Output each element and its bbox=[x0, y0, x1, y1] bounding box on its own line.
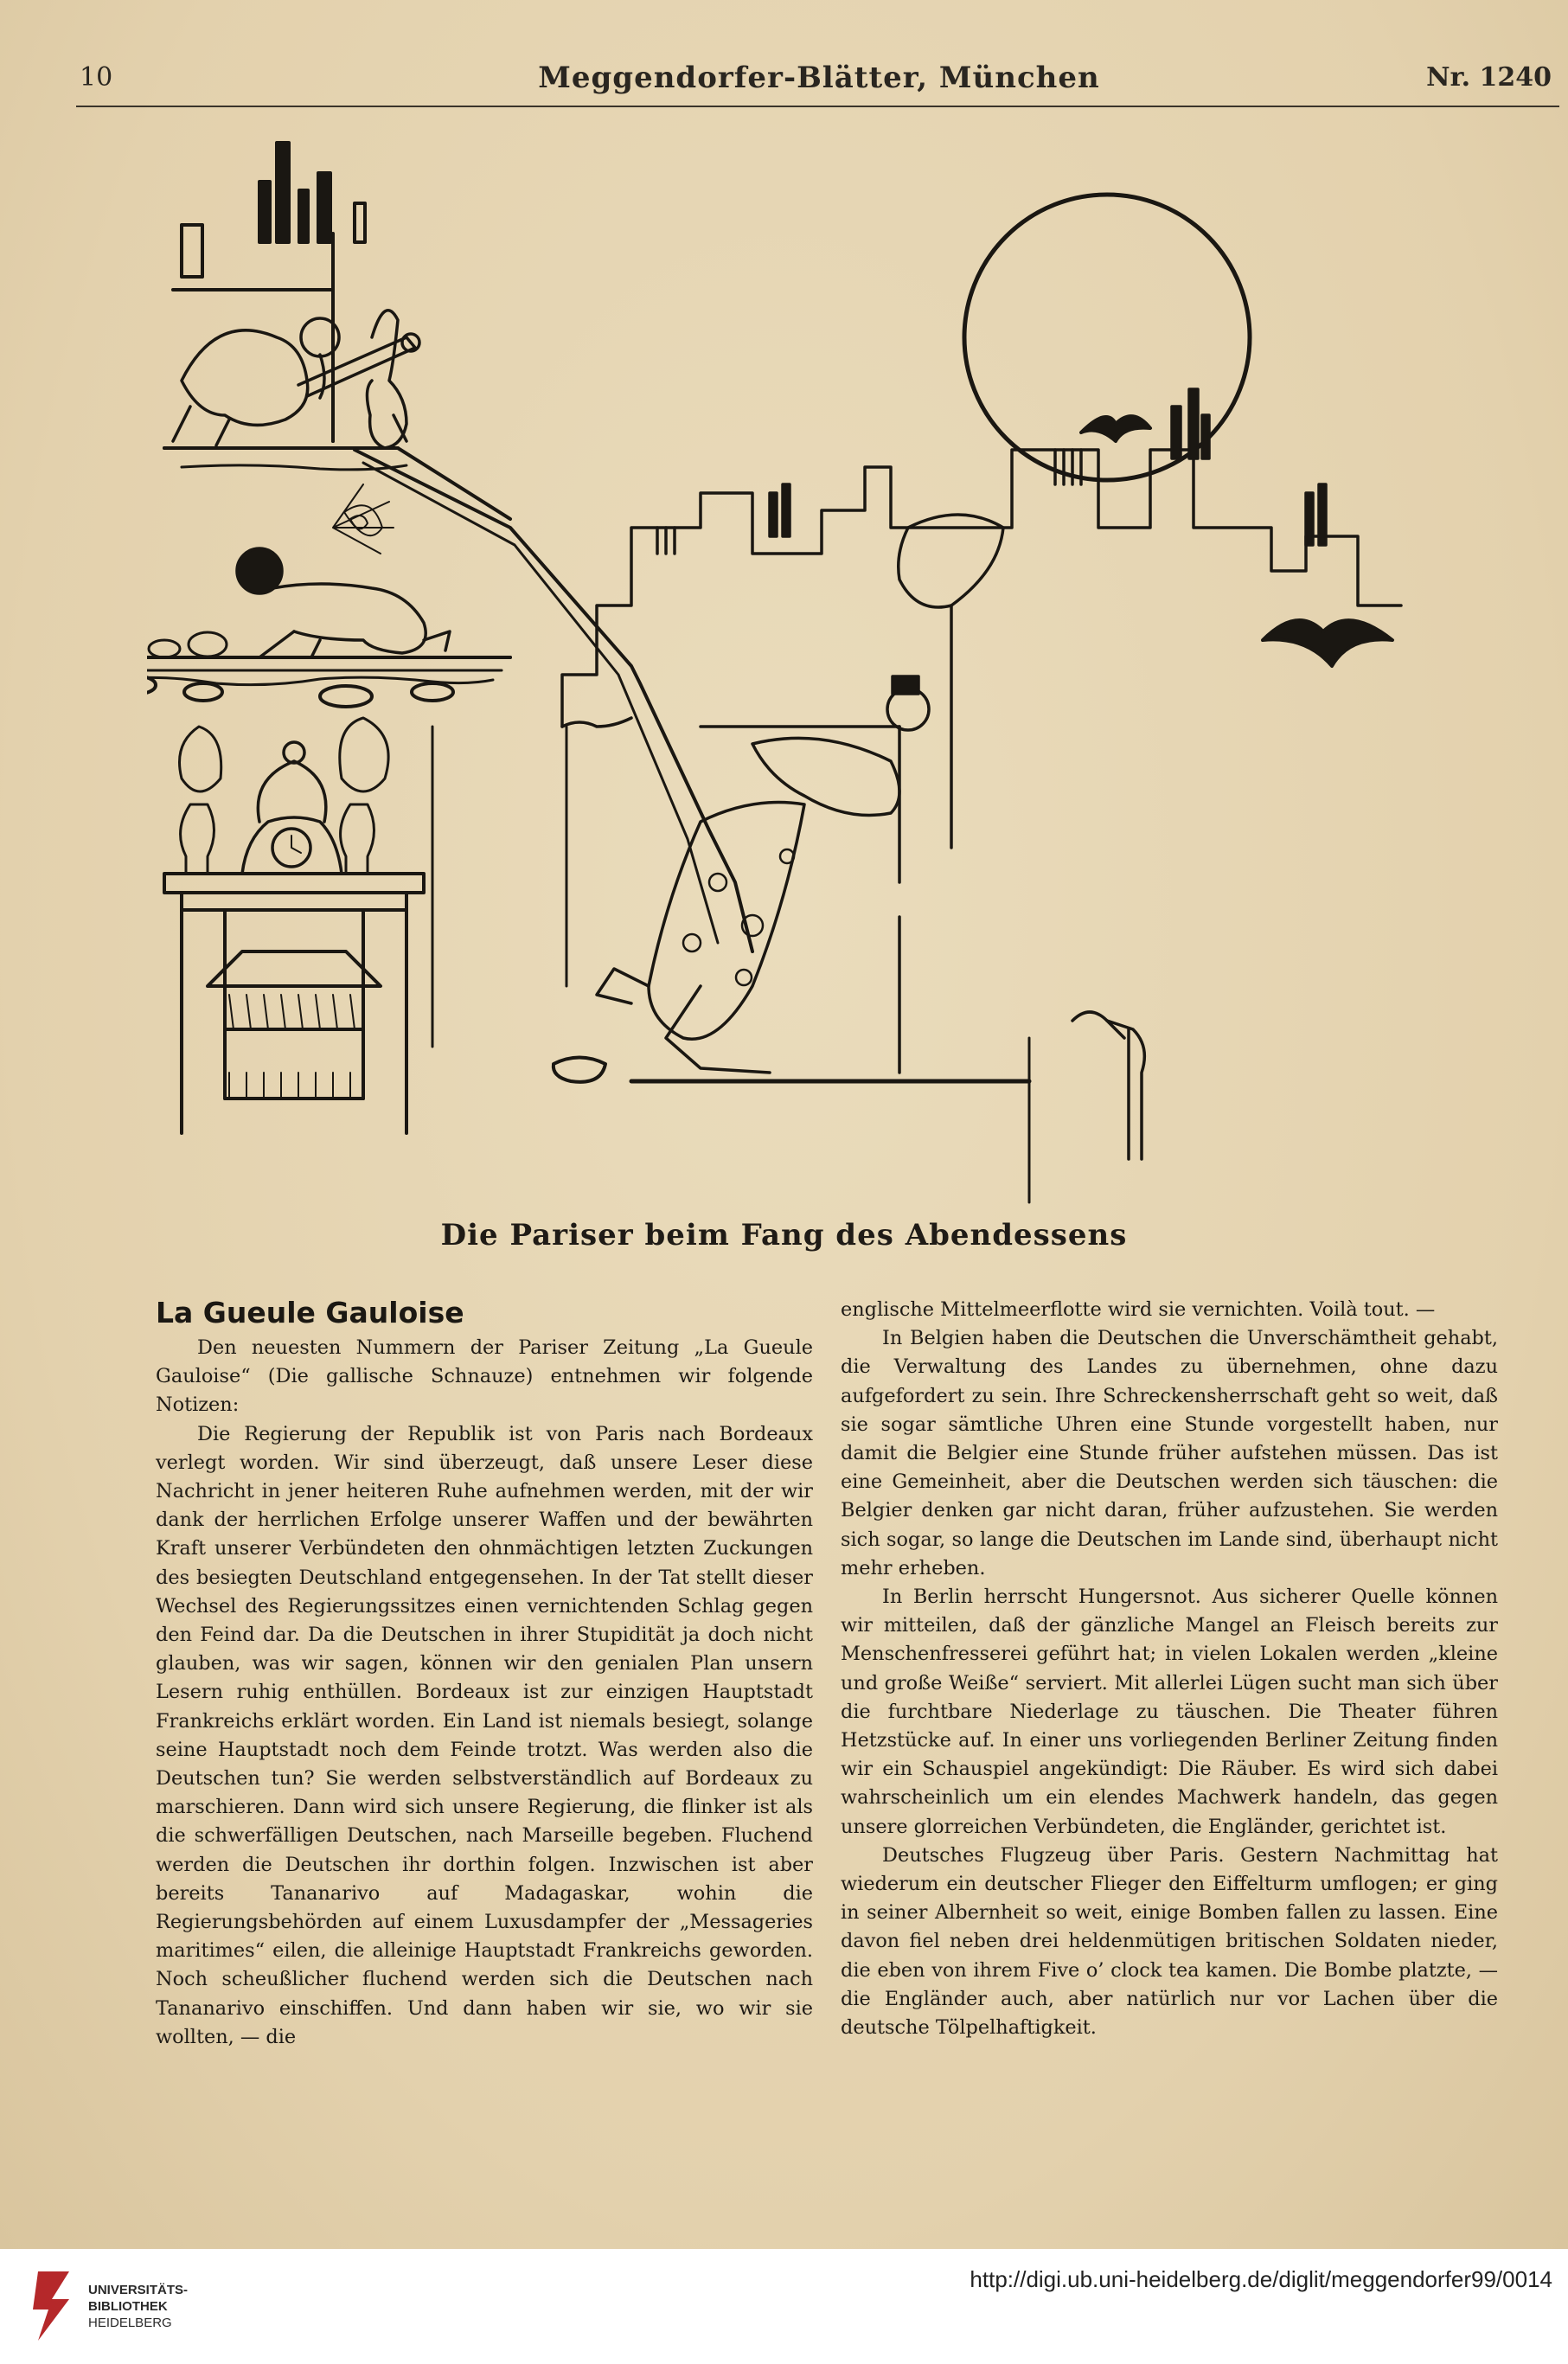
paragraph-5: In Berlin herrscht Hungersnot. Aus sicherer Quelle können wir mitteilen, daß der gänzliche Mangel an Fleisch bereits zur Menschenfresserei geführt hat; in vielen Lokalen werden „kleine und große Weiße“ serviert. Mit allerlei Lügen sucht man sich über die furchtbare Niederlage zu täuschen. Die Theater führen Hetzstücke auf. In einer uns vorliegenden Berliner Zeitung finden wir ein Schauspiel angekündigt: Die Räuber. Es wird sich dabei wahrscheinlich um ein elendes Machwerk handeln, das gegen unsere glorreichen Verbündeten, die Engländer, gerichtet ist. bbox=[841, 1586, 1498, 1838]
magazine-title: Meggendorfer-Blätter, München bbox=[538, 61, 1100, 95]
cartoon-illustration bbox=[147, 121, 1514, 1224]
source-url-link[interactable]: http://digi.ub.uni-heidelberg.de/diglit/meggendorfer99/0014 bbox=[970, 2266, 1552, 2292]
article-right-column bbox=[841, 1296, 1498, 2042]
issue-number: Nr. 1240 bbox=[1426, 62, 1552, 93]
library-name: UNIVERSITÄTS- BIBLIOTHEK HEIDELBERG bbox=[88, 2283, 189, 2330]
man-with-spyglass bbox=[173, 318, 419, 445]
bat-small bbox=[1081, 416, 1150, 441]
article-title: La Gueule Gauloise bbox=[156, 1296, 464, 1329]
paragraph-2: Die Regierung der Republik ist von Paris nach Bordeaux verlegt worden. Wir sind überzeugt, daß unsere Leser diese Nachricht in jener heiteren Ruhe aufnehmen werden, mit der wir dank der herrlichen Erfolge unserer Waffen und der bewährten Kraft unserer Verbündeten den ohnmächtigen letzten Zuckungen des besiegten Deutschland entgegensehen. In der Tat stellt dieser Wechsel des Regierungssitzes einen vernichtenden Schlag gegen den Feind dar. Da die Deutschen in ihrer Stupidität ja doch nicht glauben, was wir sagen, können wir den genialen Plan unsern Lesern ruhig enthüllen. Bordeaux ist zur einzigen Hauptstadt Frankreichs erklärt worden. Ein Land ist niemals besiegt, solange seine Hauptstadt noch dem Feinde trotzt. Was werden also die Deutschen tun? Sie werden selbstverständlich auf Bordeaux zu marschieren. Dann wird sich unsere Regierung, die flinker ist als die schwerfälligen Deutschen, nach Marseille begeben. Fluchend werden die Deutschen ihr dorthin folgen. Inzwischen ist aber bereits Tananarivo auf Madagaskar, wohin die Regierungsbehörden auf einem Luxusdampfer der „Messageries maritimes“ eilen, die alleinige Hauptstadt Frankreichs geworden. Noch scheußlicher fluchend werden sich die Deutschen nach Tananarivo einschiffen. Und dann haben wir sie, wo wir sie wollten, — die bbox=[156, 1422, 813, 2048]
left-chimneys bbox=[173, 143, 365, 441]
cat bbox=[367, 311, 406, 448]
woman-at-door bbox=[597, 676, 929, 1073]
paragraph-1: Den neuesten Nummern der Pariser Zeitung „La Gueule Gauloise“ (Die gallische Schnauze) entnehmen wir folgende Notizen: bbox=[156, 1336, 813, 1417]
right-skyline bbox=[562, 389, 1401, 727]
page-number: 10 bbox=[80, 62, 113, 93]
turtles bbox=[149, 632, 227, 657]
fireplace bbox=[164, 874, 424, 1133]
page-header bbox=[80, 62, 1558, 107]
header-rule bbox=[76, 106, 1559, 107]
library-logo[interactable] bbox=[26, 2265, 216, 2351]
water-pump bbox=[1072, 1012, 1144, 1159]
article-left-column bbox=[156, 1296, 813, 2052]
bat-large bbox=[1263, 620, 1392, 666]
right-vase bbox=[340, 718, 388, 874]
illustration-caption: Die Pariser beim Fang des Abendessens bbox=[440, 1218, 1128, 1252]
paragraph-3: englische Mittelmeerflotte wird sie vernichten. Voilà tout. — bbox=[841, 1298, 1436, 1321]
slipper bbox=[554, 1058, 605, 1082]
paragraph-6: Deutsches Flugzeug über Paris. Gestern Nachmittag hat wiederum ein deutscher Flieger den Eiffelturm umflogen; er ging in seiner Albernheit so weit, einige Bomben fallen zu lassen. Eine davon fiel neben drei heldenmütigen britischen Soldaten nieder, die eben von ihrem Five o’ clock tea kamen. Die Bombe platzte, — die Engländer auch, aber natürlich nur vor Lachen über die deutsche Tölpelhaftigkeit. bbox=[841, 1843, 1498, 2040]
spider-web bbox=[333, 484, 394, 554]
mantel-clock bbox=[242, 742, 342, 874]
woman-crawling bbox=[237, 548, 450, 657]
library-logo-icon bbox=[26, 2265, 81, 2348]
paragraph-4: In Belgien haben die Deutschen die Unverschämtheit gehabt, die Verwaltung des Landes zu übernehmen, ohne dazu aufgefordert zu sein. Ihre Schreckensherrschaft geht so weit, daß sie sogar sämtliche Uhren eine Stunde vorgestellt haben, nur damit die Belgier eine Stunde früher aufstehen müssen. Das ist eine Gemeinheit, aber die Deutschen werden sich täuschen: die Belgier denken gar nicht daran, früher aufzustehen. Sie werden sich sogar, so lange die Deutschen im Lande sind, überhaupt nicht mehr erheben. bbox=[841, 1327, 1498, 1579]
left-vase bbox=[180, 727, 221, 874]
